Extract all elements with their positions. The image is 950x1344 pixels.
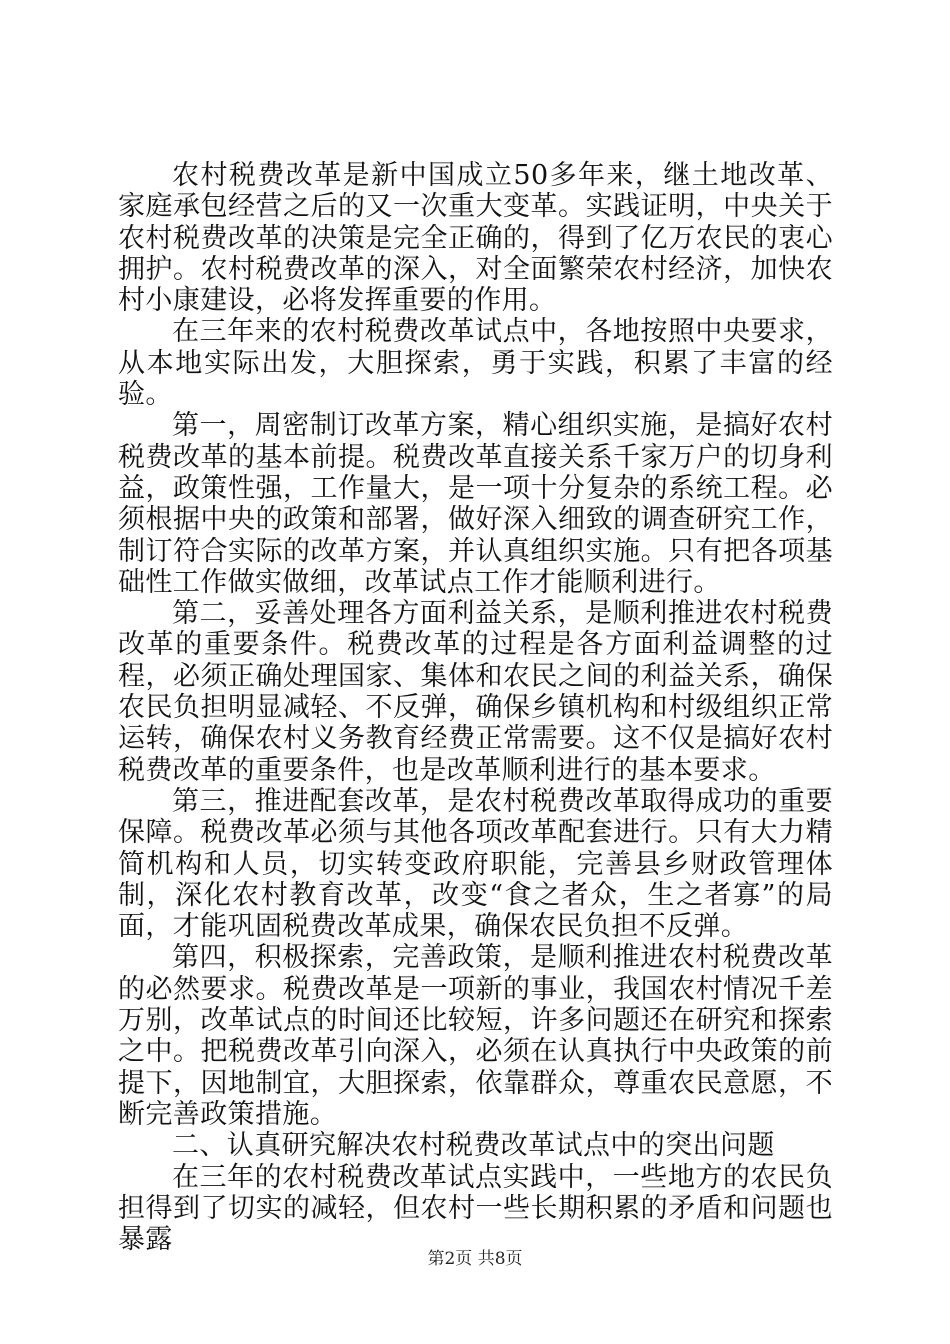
paragraph-experience: 在三年来的农村税费改革试点中，各地按照中央要求，从本地实际出发，大胆探索，勇于实践，积累了丰富的经验。 (118, 316, 833, 411)
paragraph-point-two: 第二，妥善处理各方面利益关系，是顺利推进农村税费改革的重要条件。税费改革的过程是各方面利益调整的过程，必须正确处理国家、集体和农民之间的利益关系，确保农民负担明显减轻、不反弹，确保乡镇机构和村级组织正常运转，确保农村义务教育经费正常需要。这不仅是搞好农村税费改革的重要条件，也是改革顺利进行的基本要求。 (118, 598, 833, 786)
paragraph-point-one: 第一，周密制订改革方案，精心组织实施，是搞好农村税费改革的基本前提。税费改革直接关系千家万户的切身利益，政策性强，工作量大，是一项十分复杂的系统工程。必须根据中央的政策和部署，做好深入细致的调查研究工作，制订符合实际的改革方案，并认真组织实施。只有把各项基础性工作做实做细，改革试点工作才能顺利进行。 (118, 410, 833, 598)
section-heading: 二、认真研究解决农村税费改革试点中的突出问题 (172, 1130, 775, 1162)
paragraph-problems: 在三年的农村税费改革试点实践中，一些地方的农民负担得到了切实的减轻，但农村一些长期积累的矛盾和问题也暴露 (118, 1161, 833, 1256)
paragraph-intro: 农村税费改革是新中国成立50多年来，继土地改革、家庭承包经营之后的又一次重大变革。实践证明，中央关于农村税费改革的决策是完全正确的，得到了亿万农民的衷心拥护。农村税费改革的深入，对全面繁荣农村经济，加快农村小康建设，必将发挥重要的作用。 (118, 160, 833, 317)
paragraph-point-four: 第四，积极探索，完善政策，是顺利推进农村税费改革的必然要求。税费改革是一项新的事业，我国农村情况千差万别，改革试点的时间还比较短，许多问题还在研究和探索之中。把税费改革引向深入，必须在认真执行中央政策的前提下，因地制宜，大胆探索，依靠群众，尊重农民意愿，不断完善政策措施。 (118, 942, 833, 1130)
paragraph-point-three: 第三，推进配套改革，是农村税费改革取得成功的重要保障。税费改革必须与其他各项改革配套进行。只有大力精简机构和人员，切实转变政府职能，完善县乡财政管理体制，深化农村教育改革，改变“食之者众，生之者寡”的局面，才能巩固税费改革成果，确保农民负担不反弹。 (118, 785, 833, 943)
page-footer: 第2页 共8页 (427, 1249, 523, 1269)
document-body (118, 160, 833, 1255)
